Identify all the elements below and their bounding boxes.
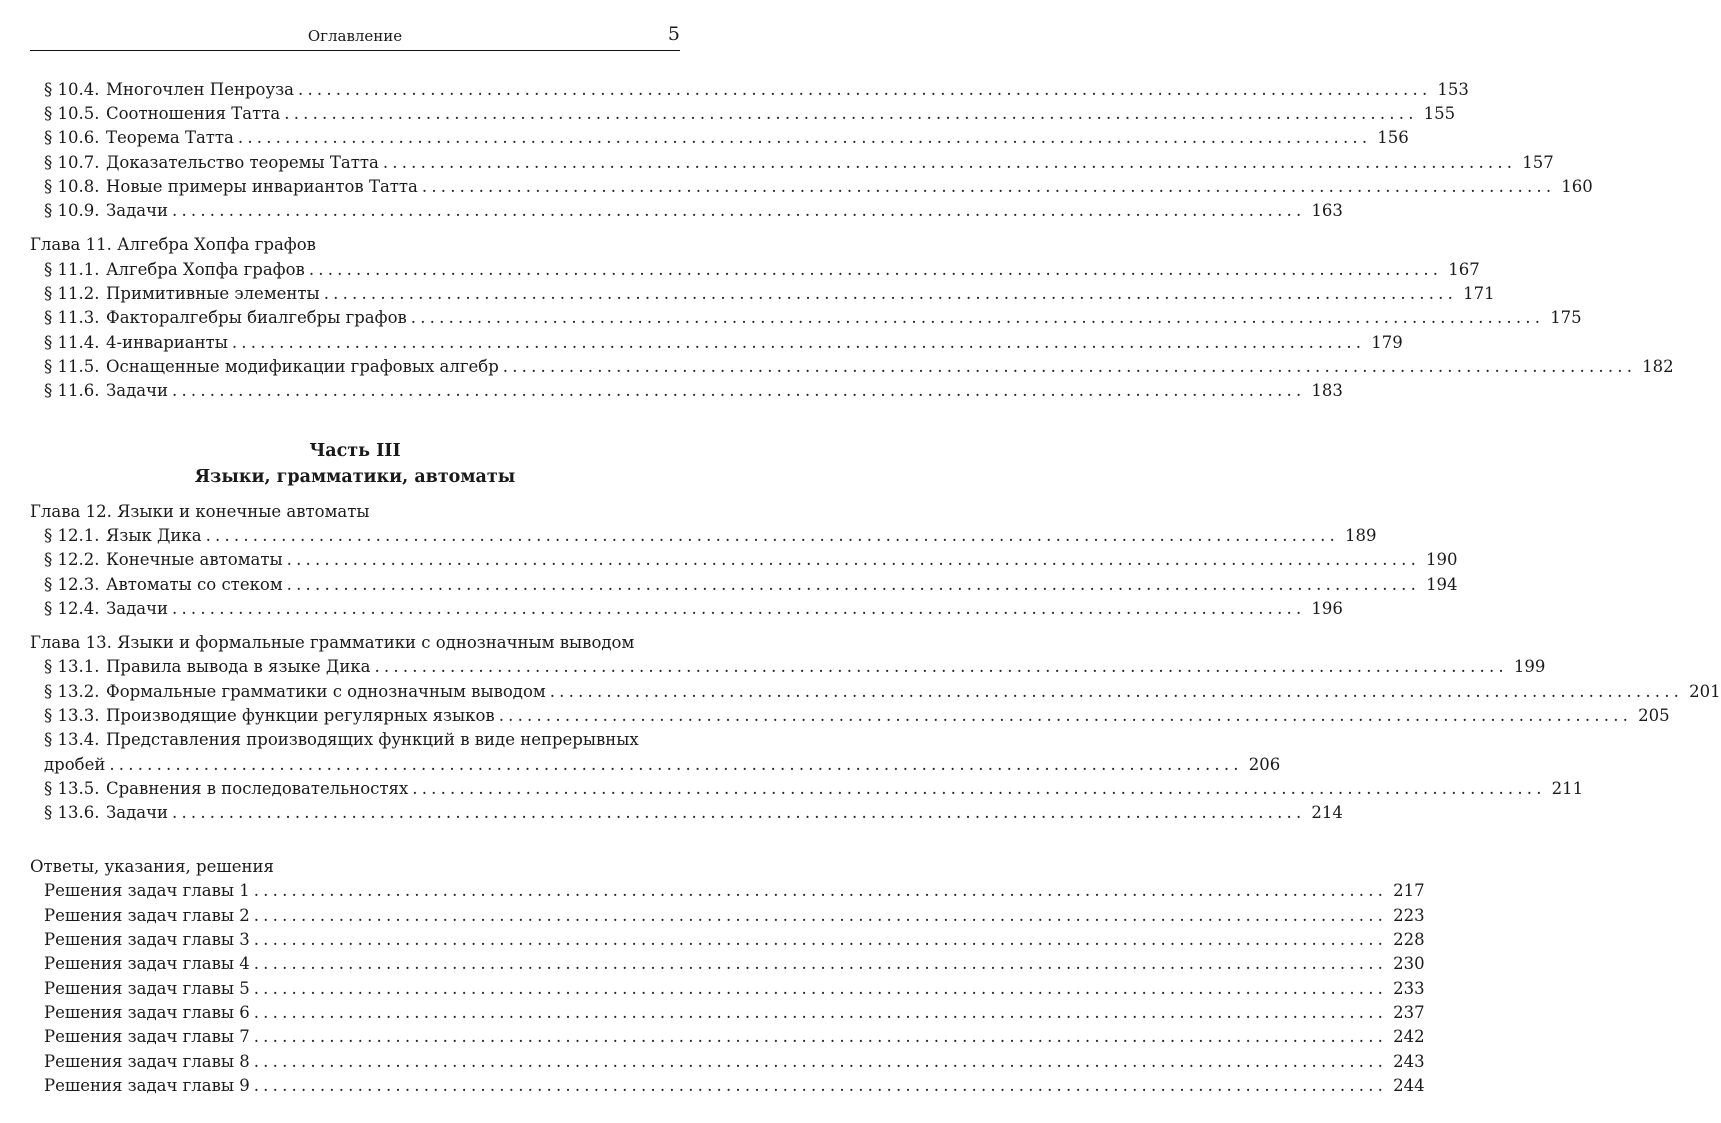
dot-leader: ........................................................................................................................ xyxy=(237,128,1372,147)
toc-entry[interactable] xyxy=(44,524,1377,548)
dot-leader: ........................................................................................................................ xyxy=(253,979,1388,998)
section-page: 190 xyxy=(1426,550,1458,569)
answer-page: 237 xyxy=(1393,1003,1425,1022)
answer-entry[interactable] xyxy=(44,904,1425,928)
section-number: § 13.5. xyxy=(44,779,100,798)
section-title: Конечные автоматы xyxy=(106,550,283,569)
section-page: 194 xyxy=(1426,575,1458,594)
dot-leader: ........................................................................................................................ xyxy=(284,104,1418,123)
answer-title: Решения задач главы 1 xyxy=(44,881,250,900)
dot-leader: ........................................................................................................................ xyxy=(253,1052,1388,1071)
dot-leader: ........................................................................................................................ xyxy=(109,755,1243,774)
section-number: § 10.5. xyxy=(44,104,100,123)
section-number: § 10.4. xyxy=(44,80,100,99)
section-number: § 11.3. xyxy=(44,308,100,327)
header-title: Оглавление xyxy=(307,27,403,45)
section-number: § 12.3. xyxy=(44,575,100,594)
answer-title: Решения задач главы 2 xyxy=(44,906,250,925)
section-page: 179 xyxy=(1371,333,1403,352)
dot-leader: ........................................................................................................................ xyxy=(286,575,1421,594)
answer-entry[interactable] xyxy=(44,928,1425,952)
toc-entry[interactable] xyxy=(44,573,1458,597)
answer-entry[interactable] xyxy=(44,1050,1425,1074)
dot-leader: ........................................................................................................................ xyxy=(410,308,1545,327)
section-number: § 12.4. xyxy=(44,599,100,618)
dot-leader: ........................................................................................................................ xyxy=(172,599,1306,618)
section-page: 182 xyxy=(1642,357,1674,376)
toc-entry[interactable] xyxy=(44,175,1593,199)
toc-entry[interactable] xyxy=(44,331,1403,355)
toc-entry[interactable] xyxy=(44,306,1582,330)
answer-entry[interactable] xyxy=(44,977,1425,1001)
section-number: § 12.1. xyxy=(44,526,100,545)
answer-entry[interactable] xyxy=(44,1074,1425,1098)
section-page: 196 xyxy=(1311,599,1343,618)
dot-leader: ........................................................................................................................ xyxy=(421,177,1556,196)
dot-leader: ........................................................................................................................ xyxy=(231,333,1366,352)
section-page: 156 xyxy=(1377,128,1409,147)
section-title: Сравнения в последовательностях xyxy=(106,779,409,798)
section-page: 167 xyxy=(1448,260,1480,279)
answer-page: 230 xyxy=(1393,954,1425,973)
toc-entry[interactable] xyxy=(44,728,680,752)
section-title: Многочлен Пенроуза xyxy=(106,80,294,99)
dot-leader: ........................................................................................................................ xyxy=(308,260,1443,279)
answer-page: 228 xyxy=(1393,930,1425,949)
section-page: 211 xyxy=(1551,779,1584,798)
answer-page: 242 xyxy=(1393,1027,1425,1046)
dot-leader: ........................................................................................................................ xyxy=(205,526,1339,545)
toc-entry[interactable] xyxy=(44,704,1670,728)
answer-page: 243 xyxy=(1393,1052,1425,1071)
section-page: 175 xyxy=(1550,308,1582,327)
chapter-heading[interactable]: Глава 13. Языки и формальные грамматики с однозначным выводом xyxy=(30,633,635,652)
part-title: Языки, грамматики, автоматы xyxy=(194,467,516,487)
toc-entry[interactable] xyxy=(44,777,1584,801)
section-title: Язык Дика xyxy=(106,526,202,545)
dot-leader: ........................................................................................................................ xyxy=(253,881,1388,900)
section-page: 155 xyxy=(1423,104,1456,123)
dot-leader: ........................................................................................................................ xyxy=(323,284,1458,303)
section-page: 183 xyxy=(1311,381,1343,400)
section-page: 157 xyxy=(1522,153,1554,172)
section-page: 214 xyxy=(1311,803,1343,822)
toc-entry[interactable] xyxy=(44,355,1674,379)
dot-leader: ........................................................................................................................ xyxy=(498,706,1633,725)
section-page: 163 xyxy=(1311,201,1343,220)
section-title: Задачи xyxy=(106,599,169,618)
chapter-heading[interactable]: Глава 12. Языки и конечные автоматы xyxy=(30,502,370,521)
dot-leader: ........................................................................................................................ xyxy=(253,1003,1388,1022)
section-title: Представления производящих функций в виде непрерывных xyxy=(106,730,639,749)
answer-page: 233 xyxy=(1393,979,1425,998)
dot-leader: ........................................................................................................................ xyxy=(253,954,1388,973)
page-number: 5 xyxy=(667,23,680,45)
answers-heading[interactable]: Ответы, указания, решения xyxy=(30,857,274,876)
toc-entry[interactable] xyxy=(44,151,1554,175)
toc-entry[interactable] xyxy=(44,597,1343,621)
toc-entry[interactable] xyxy=(44,282,1495,306)
answer-title: Решения задач главы 6 xyxy=(44,1003,250,1022)
section-page: 160 xyxy=(1561,177,1593,196)
dot-leader: ........................................................................................................................ xyxy=(298,80,1432,99)
answer-page: 217 xyxy=(1393,881,1425,900)
section-number: § 13.6. xyxy=(44,803,100,822)
section-title: Формальные грамматики с однозначным выводом xyxy=(106,682,546,701)
chapter-heading[interactable]: Глава 11. Алгебра Хопфа графов xyxy=(30,235,316,254)
section-number: § 10.9. xyxy=(44,201,100,220)
toc-entry[interactable] xyxy=(44,379,1343,403)
dot-leader: ........................................................................................................................ xyxy=(253,906,1388,925)
section-title: Факторалгебры биалгебры графов xyxy=(106,308,407,327)
dot-leader: ........................................................................................................................ xyxy=(172,803,1306,822)
section-number: § 13.2. xyxy=(44,682,100,701)
section-title: Автоматы со стеком xyxy=(106,575,283,594)
toc-entry[interactable] xyxy=(44,102,1456,126)
section-title: Соотношения Татта xyxy=(106,104,281,123)
toc-entry[interactable] xyxy=(44,126,1409,150)
dot-leader: ........................................................................................................................ xyxy=(549,682,1684,701)
answer-title: Решения задач главы 5 xyxy=(44,979,250,998)
section-page: 201 xyxy=(1689,682,1721,701)
dot-leader: ........................................................................................................................ xyxy=(502,357,1637,376)
dot-leader: ........................................................................................................................ xyxy=(382,153,1517,172)
answer-page: 244 xyxy=(1393,1076,1425,1095)
toc-entry[interactable] xyxy=(44,655,1546,679)
section-number: § 13.3. xyxy=(44,706,100,725)
section-title-continuation: дробей xyxy=(44,755,106,774)
section-number: § 10.8. xyxy=(44,177,100,196)
section-page: 189 xyxy=(1344,526,1377,545)
section-number: § 13.4. xyxy=(44,730,100,749)
section-title: 4-инварианты xyxy=(106,333,228,352)
section-page: 206 xyxy=(1248,755,1281,774)
toc-entry[interactable] xyxy=(44,78,1469,102)
answer-entry[interactable] xyxy=(44,1025,1425,1049)
section-title: Доказательство теоремы Татта xyxy=(106,153,379,172)
answer-title: Решения задач главы 3 xyxy=(44,930,250,949)
dot-leader: ........................................................................................................................ xyxy=(172,201,1306,220)
answer-title: Решения задач главы 9 xyxy=(44,1076,250,1095)
section-page: 171 xyxy=(1463,284,1495,303)
toc-entry-continuation[interactable] xyxy=(44,753,1281,777)
dot-leader: ........................................................................................................................ xyxy=(172,381,1306,400)
answer-title: Решения задач главы 4 xyxy=(44,954,250,973)
section-number: § 11.1. xyxy=(44,260,100,279)
toc-entry[interactable] xyxy=(44,801,1343,825)
dot-leader: ........................................................................................................................ xyxy=(412,779,1546,798)
section-title: Примитивные элементы xyxy=(106,284,320,303)
running-header xyxy=(30,22,680,51)
section-title: Оснащенные модификации графовых алгебр xyxy=(106,357,499,376)
toc-entry[interactable] xyxy=(44,680,1721,704)
section-number: § 11.4. xyxy=(44,333,100,352)
section-number: § 11.5. xyxy=(44,357,100,376)
answer-page: 223 xyxy=(1393,906,1425,925)
dot-leader: ........................................................................................................................ xyxy=(253,1076,1388,1095)
section-page: 205 xyxy=(1638,706,1670,725)
section-title: Теорема Татта xyxy=(106,128,234,147)
section-number: § 10.7. xyxy=(44,153,100,172)
answer-entry[interactable] xyxy=(44,879,1425,903)
section-page: 199 xyxy=(1513,657,1546,676)
toc-entry[interactable] xyxy=(44,258,1480,282)
section-number: § 11.2. xyxy=(44,284,100,303)
section-title: Правила вывода в языке Дика xyxy=(106,657,371,676)
answer-title: Решения задач главы 8 xyxy=(44,1052,250,1071)
answer-entry[interactable] xyxy=(44,952,1425,976)
section-number: § 12.2. xyxy=(44,550,100,569)
section-title: Задачи xyxy=(106,803,169,822)
dot-leader: ........................................................................................................................ xyxy=(253,930,1388,949)
dot-leader: ........................................................................................................................ xyxy=(374,657,1508,676)
dot-leader: ........................................................................................................................ xyxy=(253,1027,1388,1046)
section-title: Новые примеры инвариантов Татта xyxy=(106,177,418,196)
section-title: Производящие функции регулярных языков xyxy=(106,706,495,725)
toc-entry[interactable] xyxy=(44,199,1343,223)
answer-title: Решения задач главы 7 xyxy=(44,1027,250,1046)
section-number: § 10.6. xyxy=(44,128,100,147)
answer-entry[interactable] xyxy=(44,1001,1425,1025)
part-label: Часть III xyxy=(309,441,401,461)
section-title: Задачи xyxy=(106,201,169,220)
dot-leader: ........................................................................................................................ xyxy=(286,550,1421,569)
section-number: § 11.6. xyxy=(44,381,100,400)
toc-entry[interactable] xyxy=(44,548,1458,572)
section-page: 153 xyxy=(1437,80,1469,99)
section-title: Алгебра Хопфа графов xyxy=(106,260,305,279)
section-number: § 13.1. xyxy=(44,657,100,676)
section-title: Задачи xyxy=(106,381,169,400)
